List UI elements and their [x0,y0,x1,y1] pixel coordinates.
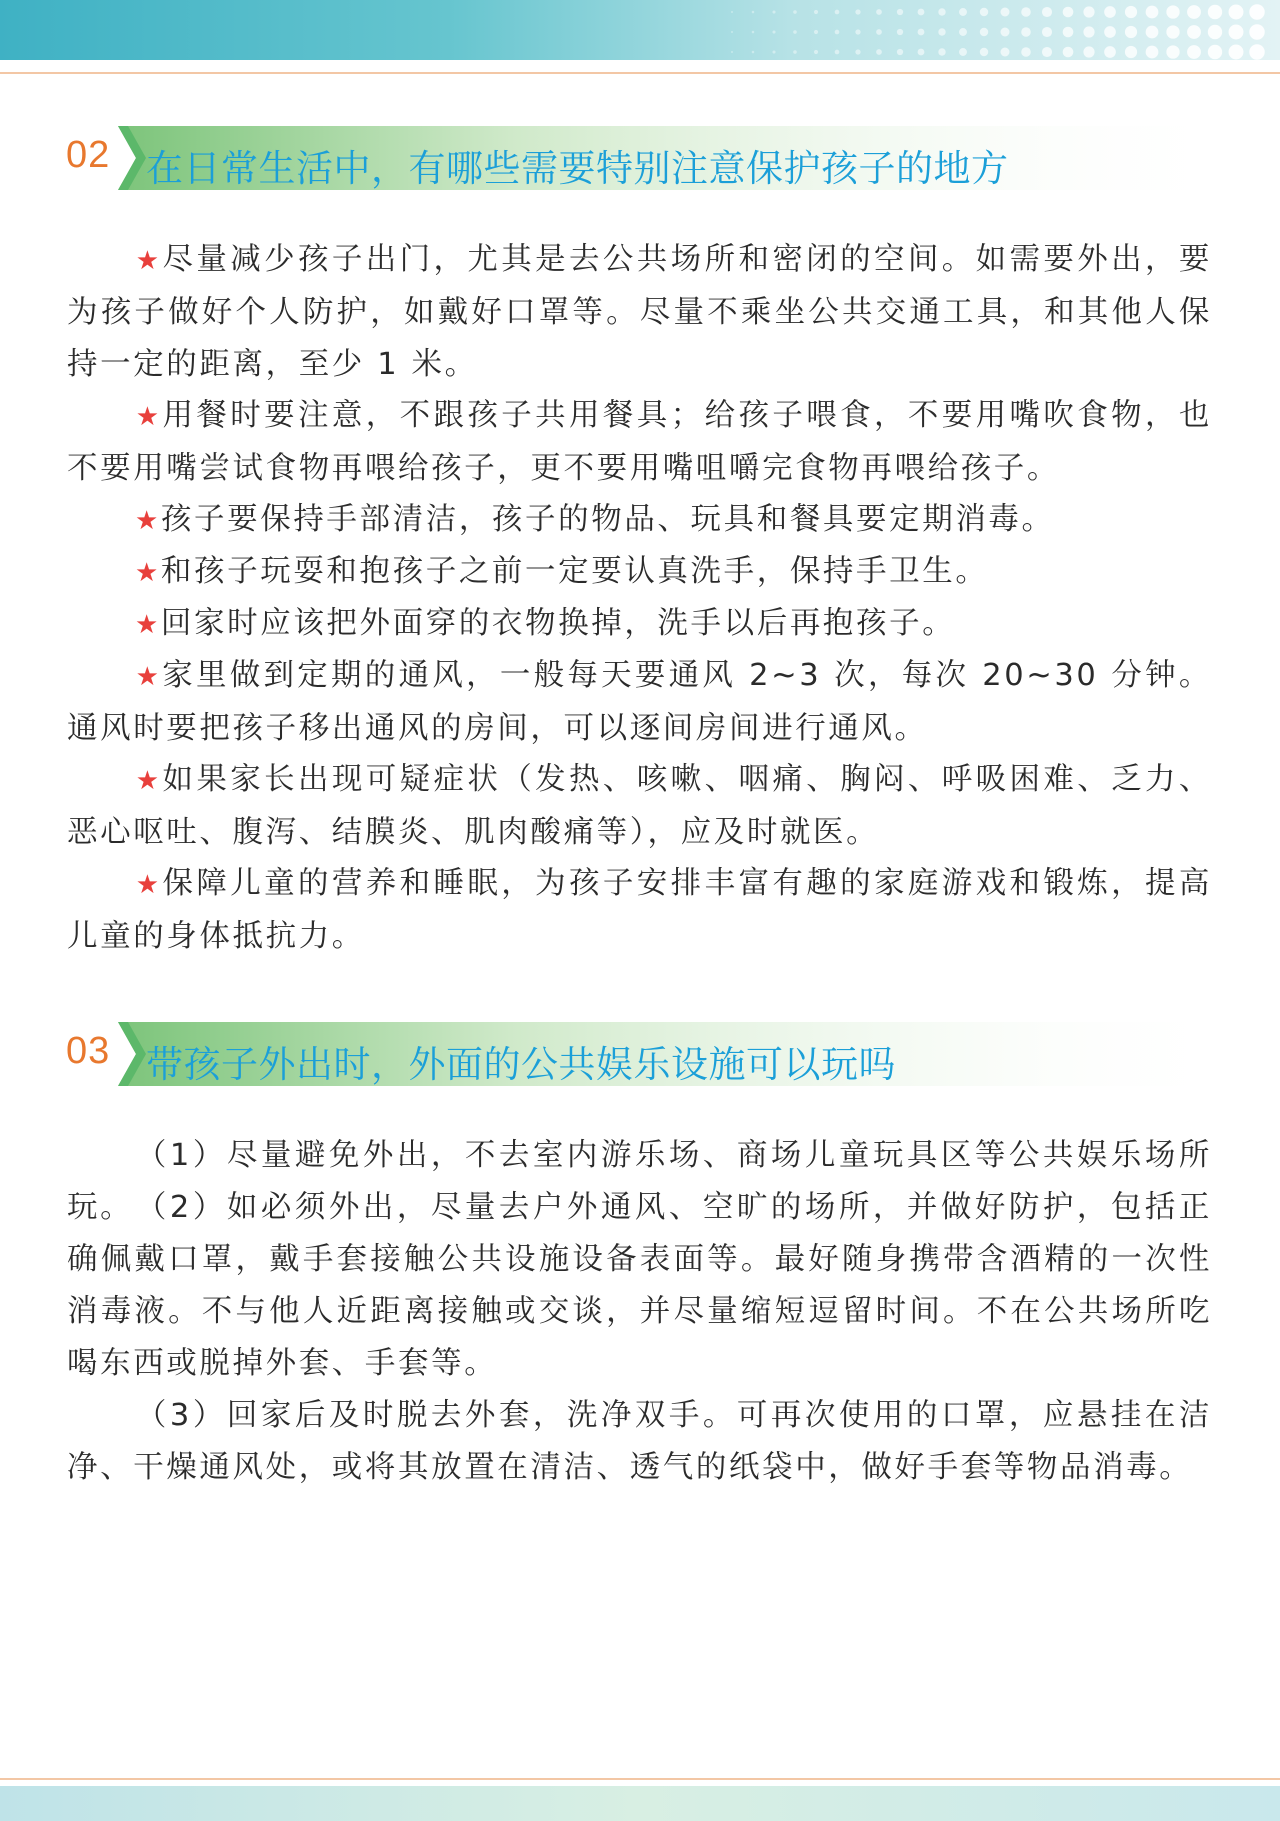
dot-decoration [752,11,755,14]
dot-decoration [1001,8,1010,17]
list-item: （3）回家后及时脱去外套，洗净双手。可再次使用的口罩，应悬挂在洁净、干燥通风处，或将其放置在清洁、透气的纸袋中，做好手套等物品消毒。 [67,1398,1212,1485]
dot-decoration [876,9,882,15]
dot-decoration [1021,27,1031,37]
star-icon: ★ [135,662,163,692]
dot-decoration [855,9,860,14]
dot-decoration [1208,45,1222,59]
list-item: （2）如必须外出，尽量去户外通风、空旷的场所，并做好防护，包括正确佩戴口罩，戴手套接触公共设施设备表面等。最好随身携带含酒精的一次性消毒液。不与他人近距离接触或交谈，并尽量缩短逗留时间。不在公共场所吃喝东西或脱掉外套、手套等。 [67,1190,1212,1381]
star-icon: ★ [135,246,163,276]
dot-decoration [1104,26,1116,38]
dot-decoration [876,49,882,55]
dot-decoration [1249,44,1264,59]
list-item: ★孩子要保持手部清洁，孩子的物品、玩具和餐具要定期消毒。 [135,502,1055,537]
dot-decoration [1083,26,1094,37]
dot-decoration [814,30,818,34]
dot-decoration [793,50,797,54]
dot-decoration [1208,25,1222,39]
dot-decoration [938,28,945,35]
dot-decoration [1125,6,1137,18]
dot-decoration [1166,5,1179,18]
dot-decoration [1021,7,1031,17]
dot-decoration [1001,48,1010,57]
dot-decoration [1021,47,1031,57]
star-icon: ★ [135,402,163,432]
dot-decoration [1125,26,1137,38]
dot-decoration [835,30,840,35]
dot-decoration [731,31,733,33]
dot-decoration [938,48,945,55]
dot-decoration [752,31,755,34]
header-divider [0,72,1280,74]
dot-decoration [1146,46,1159,59]
list-item: ★如果家长出现可疑症状（发热、咳嗽、咽痛、胸闷、呼吸困难、乏力、恶心呕吐、腹泻、结膜炎、肌肉酸痛等），应及时就医。 [67,762,1212,850]
dot-decoration [1042,47,1052,57]
dot-decoration [1187,25,1201,39]
list-item: ★和孩子玩耍和抱孩子之前一定要认真洗手，保持手卫生。 [135,554,989,589]
dot-decoration [897,9,903,15]
star-icon: ★ [135,506,161,536]
dot-decoration [959,8,967,16]
dot-decoration [1146,6,1159,19]
footer-band [0,1786,1280,1821]
dot-decoration [1063,7,1074,18]
dot-decoration [1083,6,1094,17]
dot-decoration [731,51,733,53]
dot-decoration [1229,25,1244,40]
dot-decoration [980,48,988,56]
dot-decoration [1001,28,1010,37]
section-number: 02 [66,134,111,176]
dot-decoration [855,49,860,54]
list-item: ★尽量减少孩子出门，尤其是去公共场所和密闭的空间。如需要外出，要为孩子做好个人防护，如戴好口罩等。尽量不乘坐公共交通工具，和其他人保持一定的距离，至少 1 米。 [67,242,1212,382]
dot-decoration [897,29,903,35]
dot-decoration [1208,5,1222,19]
dot-decoration [938,8,945,15]
section-number: 03 [66,1030,111,1072]
dot-decoration [918,9,925,16]
dot-decoration [1104,6,1116,18]
dot-decoration [835,50,840,55]
dot-decoration [1063,27,1074,38]
dot-decoration [1187,5,1201,19]
dot-decoration [793,10,797,14]
dot-decoration [876,29,882,35]
dot-decoration [855,29,860,34]
star-icon: ★ [135,610,161,640]
dot-decoration [1042,27,1052,37]
dot-decoration [752,51,755,54]
star-icon: ★ [135,870,163,900]
dot-decoration [772,10,775,13]
star-icon: ★ [135,766,163,796]
section-header-02 [66,126,1166,190]
dot-decoration [1125,46,1137,58]
dot-decoration [918,29,925,36]
dot-decoration [793,30,797,34]
dot-decoration [897,49,903,55]
dot-decoration [1146,26,1159,39]
dot-decoration [1063,47,1074,58]
dot-decoration [980,28,988,36]
dot-decoration [835,10,840,15]
dot-decoration [1042,7,1052,17]
section-header-03 [66,1022,1166,1086]
dot-decoration [1166,25,1179,38]
dot-decoration [772,30,775,33]
star-icon: ★ [135,558,161,588]
dot-decoration [814,50,818,54]
dot-decoration [1249,24,1264,39]
list-item: （1）尽量避免外出，不去室内游乐场、商场儿童玩具区等公共娱乐场所玩。 [67,1138,1212,1225]
header-band [0,0,1280,60]
dot-decoration [1104,46,1116,58]
list-item: ★家里做到定期的通风，一般每天要通风 2~3 次，每次 20~30 分钟。通风时要把孩子移出通风的房间，可以逐间房间进行通风。 [67,658,1212,746]
dot-decoration [980,8,988,16]
section-title: 在日常生活中，有哪些需要特别注意保护孩子的地方 [146,147,1009,190]
dot-decoration [731,11,733,13]
list-item: ★用餐时要注意，不跟孩子共用餐具；给孩子喂食，不要用嘴吹食物，也不要用嘴尝试食物再喂给孩子，更不要用嘴咀嚼完食物再喂给孩子。 [67,398,1212,486]
dot-decoration [1166,45,1179,58]
dot-pattern-decoration [720,0,1280,60]
footer-divider [0,1778,1280,1780]
dot-decoration [814,10,818,14]
dot-decoration [918,49,925,56]
dot-decoration [1187,45,1201,59]
dot-decoration [1229,45,1244,60]
list-item: ★回家时应该把外面穿的衣物换掉，洗手以后再抱孩子。 [135,606,956,641]
dot-decoration [1249,4,1264,19]
dot-decoration [1229,5,1244,20]
dot-decoration [959,28,967,36]
list-item: ★保障儿童的营养和睡眠，为孩子安排丰富有趣的家庭游戏和锻炼，提高儿童的身体抵抗力。 [67,866,1212,954]
section-title: 带孩子外出时，外面的公共娱乐设施可以玩吗 [146,1043,896,1086]
dot-decoration [959,48,967,56]
dot-decoration [772,50,775,53]
dot-decoration [1083,46,1094,57]
